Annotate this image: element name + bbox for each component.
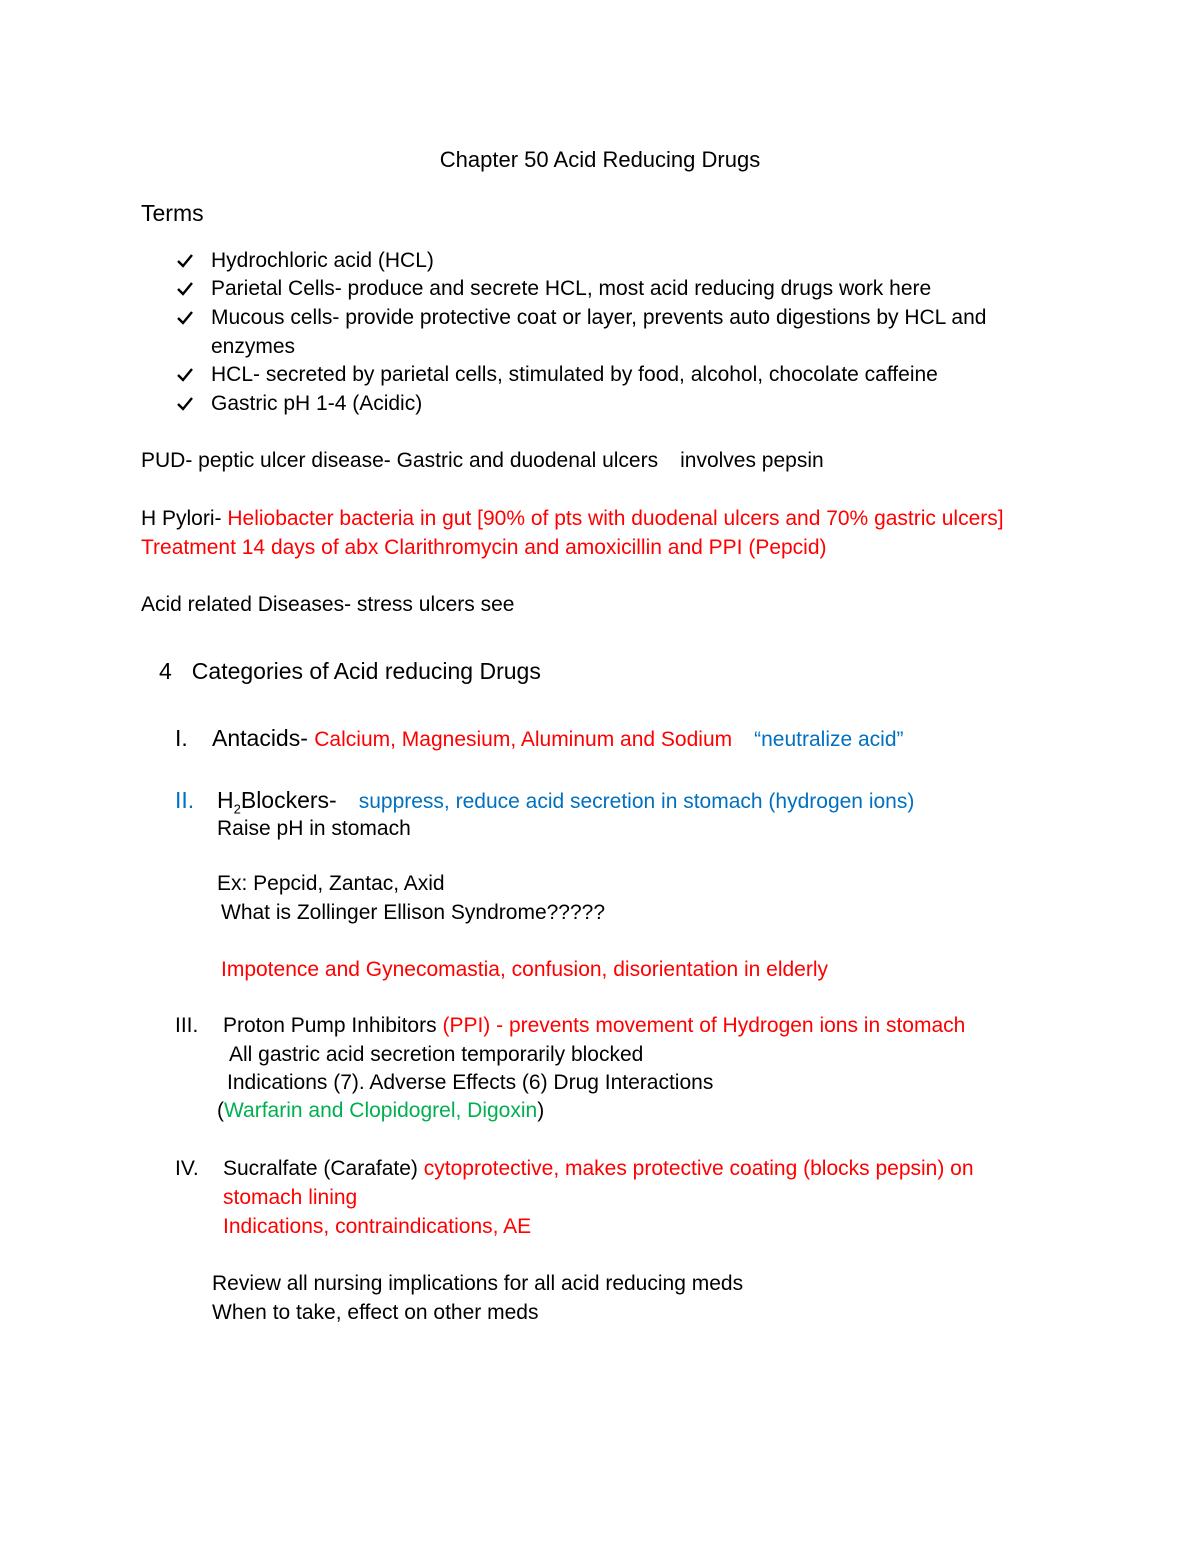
ppi-line2: All gastric acid secretion temporarily blocked: [229, 1043, 644, 1066]
paren-close: ): [537, 1099, 545, 1122]
term-continuation: enzymes: [211, 335, 296, 358]
antacid-note: “neutralize acid”: [754, 728, 904, 751]
ppi-line3: Indications (7). Adverse Effects (6) Drug Interactions: [227, 1071, 714, 1094]
term-text: HCL- secreted by parietal cells, stimulated by food, alcohol, chocolate caffeine: [211, 363, 938, 386]
hpylori-treatment: Treatment 14 days of abx Clarithromycin and amoxicillin and PPI (Pepcid): [141, 536, 827, 559]
categories-heading: [159, 657, 541, 685]
list-item: [177, 361, 938, 389]
interaction-drugs: Warfarin and Clopidogrel, Digoxin: [224, 1099, 538, 1122]
h2-desc: suppress, reduce acid secretion in stomach (hydrogen ions): [358, 790, 915, 813]
category-name-subscript: 2: [233, 801, 241, 817]
checkmark-icon: [177, 361, 201, 389]
category-name-prefix: H: [217, 787, 234, 813]
list-item: [177, 247, 434, 275]
h2-examples: Ex: Pepcid, Zantac, Axid: [217, 872, 445, 895]
sucralfate-desc: cytoprotective, makes protective coating (blocks pepsin) on: [423, 1157, 974, 1180]
h2-adverse: Impotence and Gynecomastia, confusion, disorientation in elderly: [221, 958, 829, 981]
list-item: [177, 304, 986, 332]
hpylori-label: H Pylori-: [141, 507, 228, 530]
terms-heading: Terms: [141, 200, 204, 226]
page-title: Chapter 50 Acid Reducing Drugs: [439, 147, 761, 172]
category-antacids-line: [212, 724, 904, 754]
checkmark-icon: [177, 390, 201, 418]
categories-text: Categories of Acid reducing Drugs: [191, 658, 541, 684]
ppi-desc: (PPI) - prevents movement of Hydrogen ions in stomach: [442, 1014, 966, 1037]
category-name: Antacids-: [212, 725, 315, 751]
term-text: Mucous cells- provide protective coat or layer, prevents auto digestions by HCL and: [211, 306, 987, 329]
category-ppi-line: [223, 1012, 965, 1040]
checkmark-icon: [177, 247, 201, 275]
hpylori-line: [141, 505, 1004, 533]
checkmark-icon: [177, 275, 201, 303]
category-antacids: [175, 724, 188, 752]
h2-question: What is Zollinger Ellison Syndrome?????: [221, 901, 606, 924]
hpylori-desc: Heliobacter bacteria in gut [90% of pts with duodenal ulcers and 70% gastric ulcers]: [227, 507, 1004, 530]
acid-related-line: Acid related Diseases- stress ulcers see: [141, 593, 515, 616]
pud-text: PUD- peptic ulcer disease- Gastric and duodenal ulcers: [141, 449, 659, 472]
sucralfate-desc-cont: stomach lining: [223, 1186, 358, 1209]
review-line1: Review all nursing implications for all acid reducing meds: [212, 1272, 744, 1295]
pud-pepsin: involves pepsin: [680, 449, 824, 472]
list-item: [177, 390, 422, 418]
checkmark-icon: [177, 304, 201, 332]
category-name: Proton Pump Inhibitors: [223, 1014, 443, 1037]
antacid-examples: Calcium, Magnesium, Aluminum and Sodium: [314, 728, 733, 751]
paren-open: (: [217, 1099, 224, 1122]
term-text: Gastric pH 1-4 (Acidic): [211, 392, 423, 415]
categories-number: 4: [159, 658, 172, 684]
category-sucralfate-line: [223, 1155, 974, 1183]
term-text: Hydrochloric acid (HCL): [211, 249, 434, 272]
category-numeral: IV.: [175, 1157, 199, 1180]
category-name: Sucralfate (Carafate): [223, 1157, 424, 1180]
category-numeral: I.: [175, 725, 188, 751]
h2-line2: Raise pH in stomach: [217, 817, 411, 840]
term-text: Parietal Cells- produce and secrete HCL, most acid reducing drugs work here: [211, 277, 932, 300]
ppi-interactions: [217, 1097, 544, 1125]
category-numeral: III.: [175, 1014, 199, 1037]
sucralfate-line3: Indications, contraindications, AE: [223, 1215, 532, 1238]
list-item: [177, 275, 931, 303]
category-numeral: II.: [175, 787, 195, 813]
category-name-suffix: Blockers-: [240, 787, 337, 813]
review-line2: When to take, effect on other meds: [212, 1301, 539, 1324]
pud-line: [141, 447, 824, 475]
